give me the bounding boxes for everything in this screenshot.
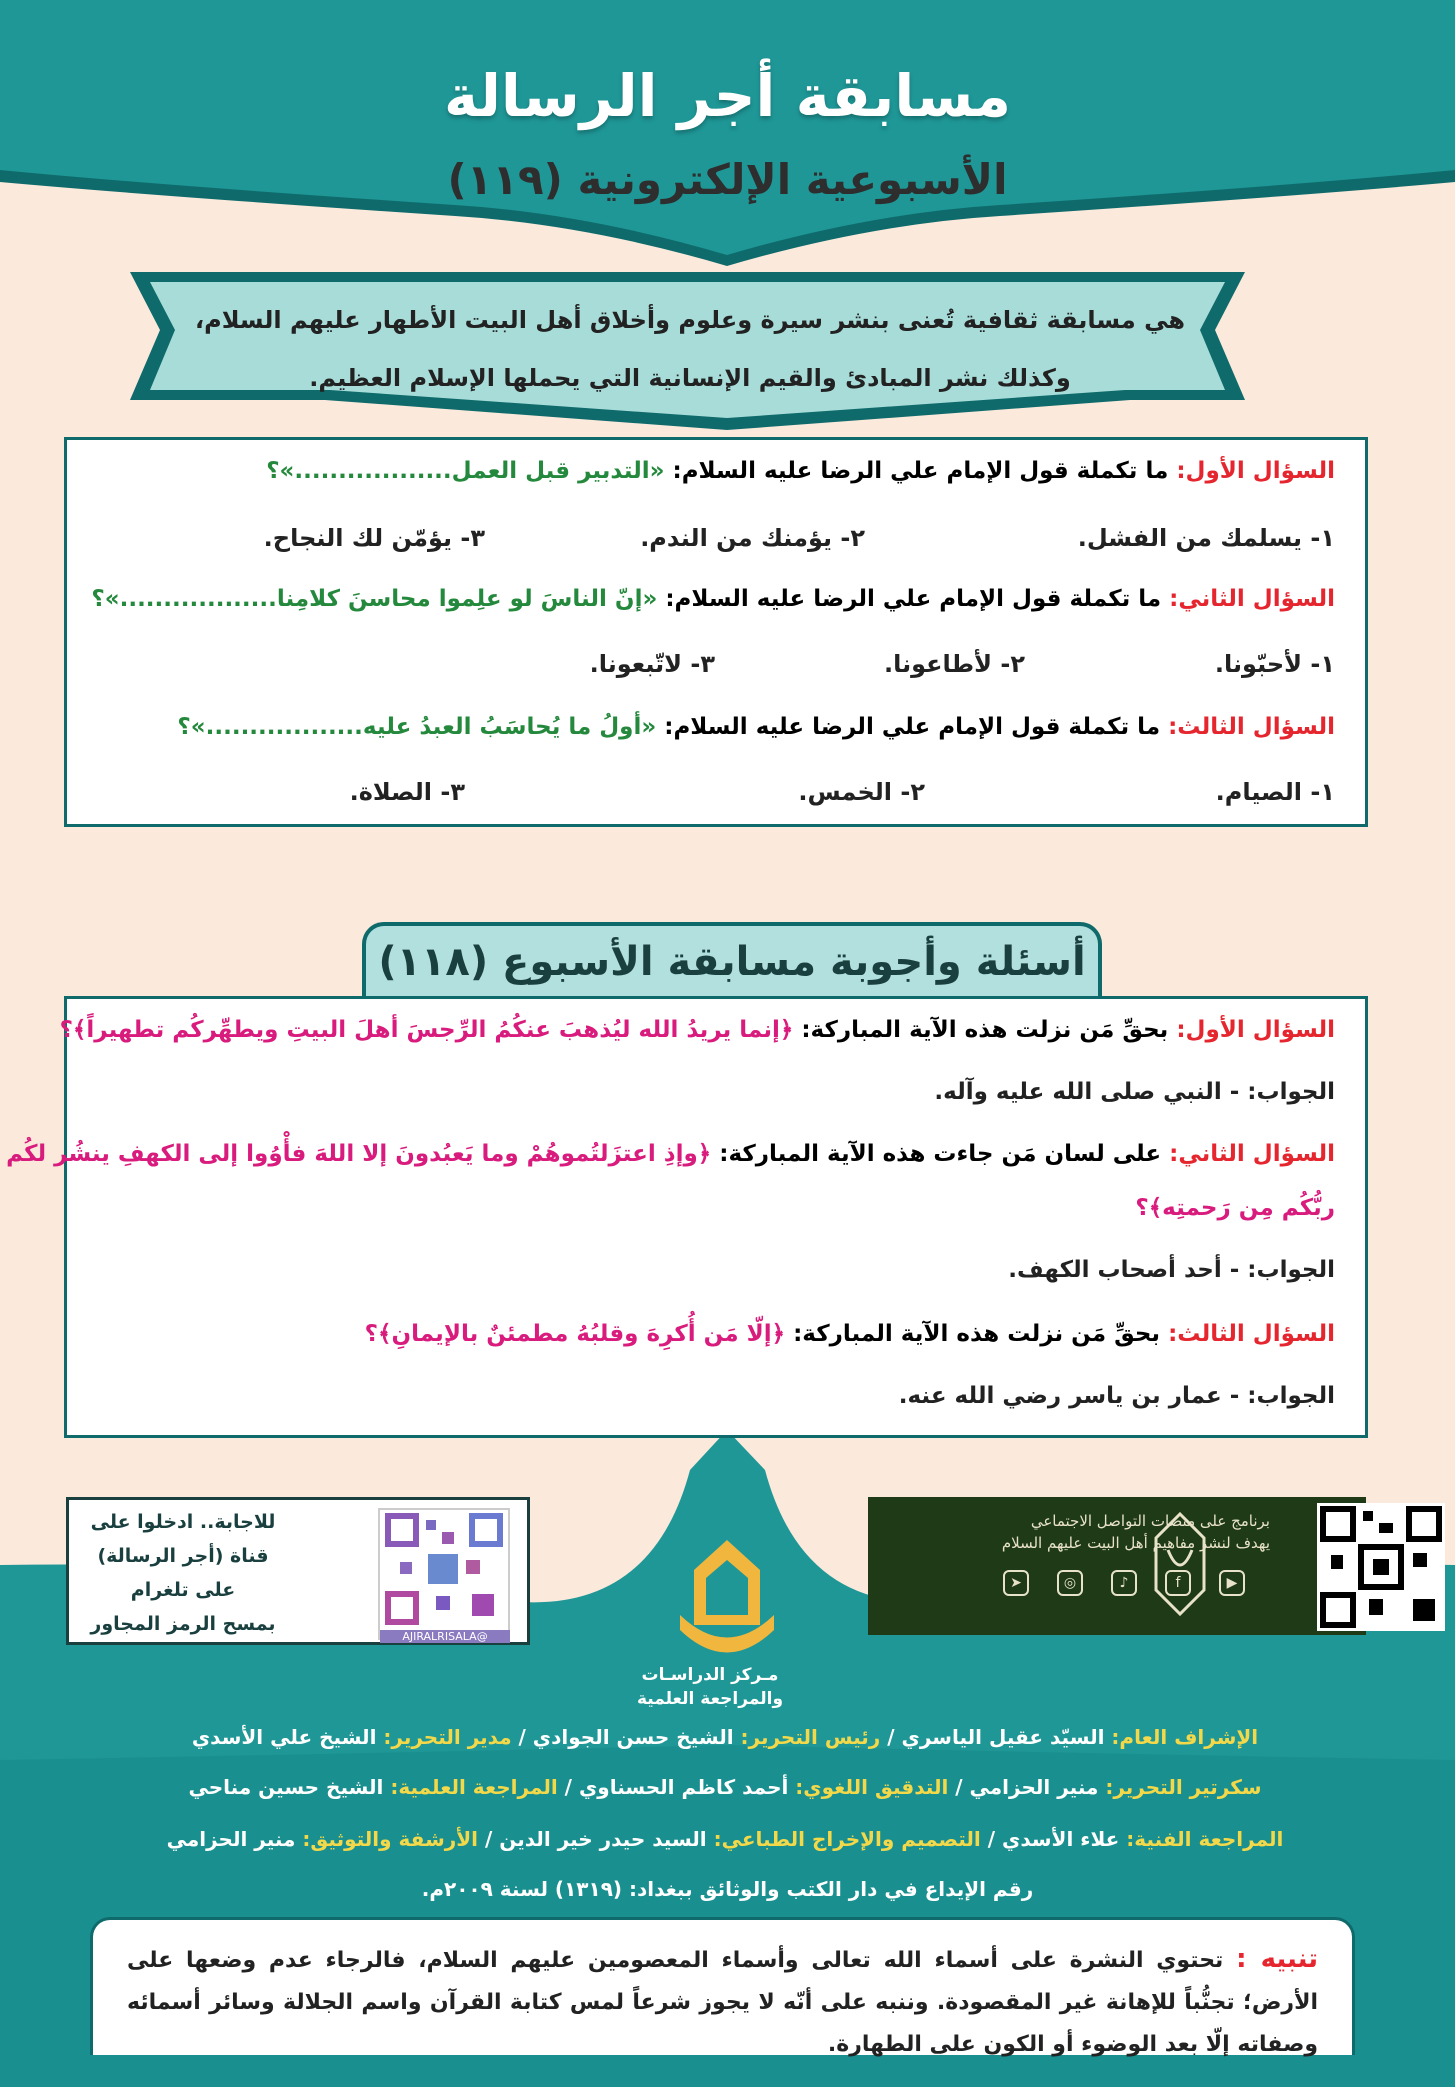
logo-line-1: مـركز الدراسـات: [641, 1665, 779, 1685]
credit-role: سكرتير التحرير:: [1105, 1775, 1262, 1799]
credit-name: الشيخ حسن الجوادي /: [511, 1725, 741, 1749]
prev-question-1: [59, 1017, 1335, 1043]
credit-role: الأرشفة والتوثيق:: [302, 1827, 479, 1851]
instruction-line: قناة (أجر الرسالة): [97, 1545, 269, 1567]
question-label: السؤال الأول:: [1176, 1017, 1335, 1043]
question-verse: ﴿إلّا مَن أُكرِهَ وقلبُهُ مطمئنٌ بالإيمانِ﴾؟: [364, 1321, 786, 1347]
instruction-line: للاجابة.. ادخلوا على: [90, 1511, 276, 1533]
credit-name: منير الحزامي: [166, 1827, 303, 1851]
option-3[interactable]: ٣- يؤمّن لك النجاح.: [263, 524, 485, 552]
instruction-line: على تلغرام: [130, 1579, 236, 1601]
credits-line-3: [150, 1827, 1300, 1851]
social-line-2: يهدف لنشر مفاهيم أهل البيت عليهم السلام: [1001, 1534, 1270, 1552]
prev-answer-2: [97, 1257, 1335, 1283]
question-2: [91, 586, 1335, 612]
question-1: [97, 458, 1335, 484]
answer-text: - النبي صلى الله عليه وآله.: [934, 1079, 1240, 1105]
credit-role: التصميم والإخراج الطباعي:: [713, 1827, 981, 1851]
option-1[interactable]: ١- لأحبّونا.: [1214, 650, 1335, 678]
question-label: السؤال الأول:: [1176, 458, 1335, 484]
logo-line-2: والمراجعة العلمية: [636, 1689, 784, 1709]
youtube-icon[interactable]: ▶: [1219, 1570, 1245, 1596]
previous-quiz-panel: [6, 996, 1368, 1438]
answer-label: الجواب:: [1247, 1079, 1335, 1105]
question-3: [97, 714, 1335, 740]
option-2[interactable]: ٢- يؤمنك من الندم.: [640, 524, 865, 552]
answer-label: الجواب:: [1247, 1383, 1335, 1409]
option-1[interactable]: ١- يسلمك من الفشل.: [1077, 524, 1335, 552]
credit-role: المراجعة الفنية:: [1126, 1827, 1284, 1851]
credit-role: المراجعة العلمية:: [390, 1775, 558, 1799]
option-1[interactable]: ١- الصيام.: [1215, 778, 1335, 806]
facebook-icon[interactable]: f: [1165, 1570, 1191, 1596]
question-verse-cont: ربُّكُم مِن رَحمتِه﴾؟: [1135, 1195, 1335, 1221]
center-logo-text: [620, 1663, 800, 1711]
option-3[interactable]: ٣- لاتّبعونا.: [589, 650, 715, 678]
question-text: على لسان مَن جاءت هذه الآية المباركة:: [711, 1141, 1162, 1167]
prev-question-2: [6, 1141, 1335, 1167]
credit-name: منير الحزامي /: [948, 1775, 1106, 1799]
social-line-1: برنامج على منصات التواصل الاجتماعي: [1030, 1512, 1270, 1530]
question-verse: ﴿وإذِ اعتزَلتُموهُمْ وما يَعبُدونَ إلا اللهَ فأْوُوا إلى الكهفِ ينشُر لكُم: [6, 1141, 712, 1167]
credit-role: مدير التحرير:: [383, 1725, 512, 1749]
brand-logo-icon: [1150, 1510, 1210, 1620]
warning-label: تنبيه :: [1236, 1944, 1318, 1974]
credit-name: الشيخ حسين مناحي: [188, 1775, 391, 1799]
question-label: السؤال الثاني:: [1169, 1141, 1335, 1167]
option-2[interactable]: ٢- الخمس.: [798, 778, 925, 806]
intro-line-1: هي مسابقة ثقافية تُعنى بنشر سيرة وعلوم وأخلاق أهل البيت الأطهار عليهم السلام،: [195, 306, 1185, 334]
credits-line-1: [150, 1725, 1300, 1749]
question-label: السؤال الثالث:: [1168, 714, 1335, 740]
credit-role: رئيس التحرير:: [740, 1725, 881, 1749]
social-qr-code[interactable]: [1317, 1503, 1445, 1631]
prev-answer-1: [97, 1079, 1335, 1105]
credit-name: الشيخ علي الأسدي: [191, 1725, 384, 1749]
option-3[interactable]: ٣- الصلاة.: [349, 778, 465, 806]
question-verse: ﴿إنما يريدُ الله ليُذهبَ عنكُمُ الرِّجسَ أهلَ البيتِ ويطهِّركُم تطهيراً﴾؟: [59, 1017, 794, 1043]
deposit-number: رقم الإيداع في دار الكتب والوثائق ببغداد: (١٣١٩) لسنة ٢٠٠٩م.: [421, 1877, 1034, 1901]
intro-line-2: وكذلك نشر المبادئ والقيم الإنسانية التي يحملها الإسلام العظيم.: [309, 364, 1071, 392]
question-quote: «التدبير قبل العمل..................»؟: [266, 458, 665, 484]
question-label: السؤال الثالث:: [1168, 1321, 1335, 1347]
warning-text: تحتوي النشرة على أسماء الله تعالى وأسماء المعصومين عليهم السلام، فالرجاء عدم وضعها على الأرض؛ تجنُّباً للإهانة غير المقصودة. وننبه على أنّه لا يجوز شرعاً لمس كتابة القرآن واسم الجلالة وسائر أسمائه وصفاته إلّا بعد الوضوء أو الكون على الطهارة.: [127, 1948, 1318, 2057]
main-title: مسابقة أجر الرسالة: [443, 62, 1012, 130]
question-quote: «إنّ الناسَ لو علِموا محاسنَ كلامِنا..................»؟: [91, 586, 658, 612]
social-description: [0, 1510, 1270, 1554]
credit-name: علاء الأسدي /: [980, 1827, 1127, 1851]
answer-text: - أحد أصحاب الكهف.: [1008, 1257, 1240, 1283]
credit-name: السيد حيدر خير الدين /: [478, 1827, 714, 1851]
question-quote: «أولُ ما يُحاسَبُ العبدُ عليه..................»؟: [177, 714, 657, 740]
credit-name: السيّد عقيل الياسري /: [880, 1725, 1112, 1749]
credit-role: الإشراف العام:: [1111, 1725, 1259, 1749]
question-label: السؤال الثاني:: [1169, 586, 1335, 612]
question-text: ما تكملة قول الإمام علي الرضا عليه السلام:: [657, 586, 1162, 612]
question-text: ما تكملة قول الإمام علي الرضا عليه السلام:: [656, 714, 1161, 740]
option-2[interactable]: ٢- لأطاعونا.: [883, 650, 1025, 678]
previous-quiz-title: أسئلة وأجوبة مسابقة الأسبوع (١١٨): [362, 922, 1102, 998]
qr-pattern-icon: [1317, 1503, 1445, 1631]
answer-label: الجواب:: [1247, 1257, 1335, 1283]
question-text: بحقِّ مَن نزلت هذه الآية المباركة:: [785, 1321, 1161, 1347]
intro-text: [150, 288, 1230, 408]
credits-line-2: [150, 1775, 1300, 1799]
credit-role: التدقيق اللغوي:: [795, 1775, 949, 1799]
prev-question-2-cont: [97, 1195, 1335, 1221]
prev-answer-3: [97, 1383, 1335, 1409]
telegram-handle: @AJIRALRISALA: [380, 1630, 510, 1643]
tiktok-icon[interactable]: ♪: [1111, 1570, 1137, 1596]
current-quiz-panel: [64, 437, 1368, 827]
warning-box: [90, 1917, 1355, 2055]
instagram-icon[interactable]: ◎: [1057, 1570, 1083, 1596]
credit-name: أحمد كاظم الحسناوي /: [557, 1775, 796, 1799]
sub-title: الأسبوعية الإلكترونية (١١٩): [447, 155, 1008, 204]
question-text: بحقِّ مَن نزلت هذه الآية المباركة:: [793, 1017, 1169, 1043]
answer-text: - عمار بن ياسر رضي الله عنه.: [898, 1383, 1240, 1409]
prev-question-3: [97, 1321, 1335, 1347]
telegram-icon[interactable]: ➤: [1003, 1570, 1029, 1596]
instruction-line: بمسح الرمز المجاور: [90, 1613, 276, 1635]
question-text: ما تكملة قول الإمام علي الرضا عليه السلام:: [664, 458, 1169, 484]
